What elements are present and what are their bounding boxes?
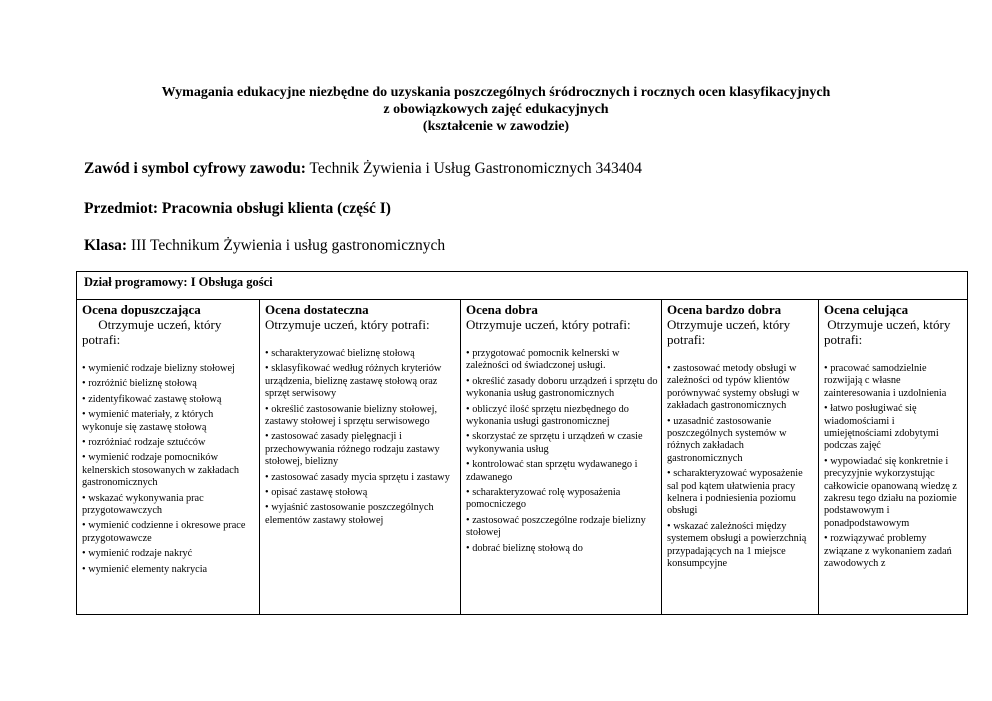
column-dostateczna xyxy=(260,300,461,614)
column-subheading: Otrzymuje uczeń, który potrafi: xyxy=(466,317,631,332)
requirements-list xyxy=(82,363,256,576)
requirement-item: • określić zastosowanie bielizny stołowej, zastawy stołowej i sprzętu serwisowego xyxy=(265,404,457,429)
requirement-item: • wymienić elementy nakrycia xyxy=(82,564,256,576)
requirement-item: • określić zasady doboru urządzeń i sprzętu do wykonania usług gastronomicznych xyxy=(466,376,658,401)
requirement-item: • rozwiązywać problemy związane z wykonaniem zadań zawodowych z xyxy=(824,533,964,570)
requirement-item: • rozróżniać rodzaje sztućców xyxy=(82,437,256,449)
zawod-value: Technik Żywienia i Usług Gastronomicznych 343404 xyxy=(305,160,643,177)
requirement-item: • pracować samodzielnie rozwijają c własne zainteresowania i uzdolnienia xyxy=(824,363,964,400)
column-subheading: Otrzymuje uczeń, który potrafi: xyxy=(824,317,954,347)
column-dobra xyxy=(461,300,662,614)
requirement-item: • zastosować poszczególne rodzaje bielizny stołowej xyxy=(466,515,658,540)
klasa-label: Klasa: xyxy=(84,237,128,254)
requirement-item: • łatwo posługiwać się wiadomościami i umiejętnościami zdobytymi podczas zajęć xyxy=(824,403,964,453)
requirement-item: • przygotować pomocnik kelnerski w zależności od świadczonej usługi. xyxy=(466,348,658,373)
requirement-item: • wypowiadać się konkretnie i precyzyjnie wykorzystując całkowicie opanowaną wiedzę z zakresu tego działu na poziomie podstawowym i ponadpodstawowym xyxy=(824,456,964,530)
requirement-item: • scharakteryzować bieliznę stołową xyxy=(265,348,457,360)
requirement-item: • wymienić rodzaje bielizny stołowej xyxy=(82,363,256,375)
title-line-2: z obowiązkowych zajęć edukacyjnych xyxy=(383,102,609,117)
requirement-item: • zastosować metody obsługi w zależności od typów klientów porównywać systemy obsługi w zakładach gastronomicznych xyxy=(667,363,815,413)
requirements-table xyxy=(76,271,968,615)
requirement-item: • wskazać zależności między systemem obsługi a powierzchnią przypadających na 1 miejsce konsumpcyjne xyxy=(667,521,815,571)
requirement-item: • obliczyć ilość sprzętu niezbędnego do wykonania usługi gastronomicznej xyxy=(466,404,658,429)
requirement-item: • opisać zastawę stołową xyxy=(265,487,457,499)
requirement-item: • wymienić materiały, z których wykonuje się zastawę stołową xyxy=(82,409,256,434)
column-heading: Ocena dobra xyxy=(466,302,538,317)
requirements-list xyxy=(466,348,658,555)
requirement-item: • wymienić codzienne i okresowe prace przygotowawcze xyxy=(82,520,256,545)
column-subheading: Otrzymuje uczeń, który potrafi: xyxy=(82,317,225,347)
requirement-item: • dobrać bieliznę stołową do xyxy=(466,543,658,555)
requirements-list xyxy=(265,348,457,527)
column-heading: Ocena bardzo dobra xyxy=(667,302,782,317)
requirement-item: • sklasyfikować według różnych kryteriów urządzenia, bieliznę zastawę stołową oraz sprzęt serwisowy xyxy=(265,363,457,400)
requirement-item: • scharakteryzować wyposażenie sal pod kątem ułatwienia pracy kelnera i podniesienia poziomu obsługi xyxy=(667,468,815,518)
info-zawod xyxy=(84,160,642,178)
requirement-item: • scharakteryzować rolę wyposażenia pomocniczego xyxy=(466,487,658,512)
requirement-item: • wymienić rodzaje nakryć xyxy=(82,548,256,560)
document-title xyxy=(0,84,992,135)
column-heading: Ocena celująca xyxy=(824,302,909,317)
column-subheading: Otrzymuje uczeń, który potrafi: xyxy=(667,317,791,347)
requirement-item: • skorzystać ze sprzętu i urządzeń w czasie wykonywania usług xyxy=(466,431,658,456)
column-dopuszczajaca xyxy=(77,300,260,614)
column-bardzo-dobra xyxy=(662,300,819,614)
requirement-item: • uzasadnić zastosowanie poszczególnych systemów w różnych zakładach gastronomicznych xyxy=(667,416,815,466)
requirement-item: • zidentyfikować zastawę stołową xyxy=(82,394,256,406)
column-celujaca xyxy=(819,300,967,614)
title-line-1: Wymagania edukacyjne niezbędne do uzyskania poszczególnych śródrocznych i rocznych ocen klasyfikacyjnych xyxy=(161,85,831,100)
info-przedmiot: Przedmiot: Pracownia obsługi klienta (część I) xyxy=(84,200,391,217)
requirement-item: • rozróżnić bieliznę stołową xyxy=(82,378,256,390)
requirement-item: • wyjaśnić zastosowanie poszczególnych elementów zastawy stołowej xyxy=(265,502,457,527)
column-subheading: Otrzymuje uczeń, który potrafi: xyxy=(265,317,430,332)
requirement-item: • wskazać wykonywania prac przygotowawczych xyxy=(82,493,256,518)
column-heading: Ocena dostateczna xyxy=(265,302,369,317)
column-heading: Ocena dopuszczająca xyxy=(82,302,201,317)
info-klasa xyxy=(84,237,445,255)
klasa-value: III Technikum Żywienia i usług gastronomicznych xyxy=(127,237,446,254)
requirement-item: • kontrolować stan sprzętu wydawanego i zdawanego xyxy=(466,459,658,484)
requirement-item: • zastosować zasady pielęgnacji i przechowywania różnego rodzaju zastawy stołowej, bielizny xyxy=(265,431,457,468)
section-header: Dział programowy: I Obsługa gości xyxy=(77,272,967,300)
requirements-list xyxy=(824,363,964,571)
requirement-item: • wymienić rodzaje pomocników kelnerskich stosowanych w zakładach gastronomicznych xyxy=(82,452,256,489)
title-line-3: (kształcenie w zawodzie) xyxy=(422,119,570,134)
requirements-list xyxy=(667,363,815,571)
requirement-item: • zastosować zasady mycia sprzętu i zastawy xyxy=(265,472,457,484)
zawod-label: Zawód i symbol cyfrowy zawodu: xyxy=(84,160,306,177)
